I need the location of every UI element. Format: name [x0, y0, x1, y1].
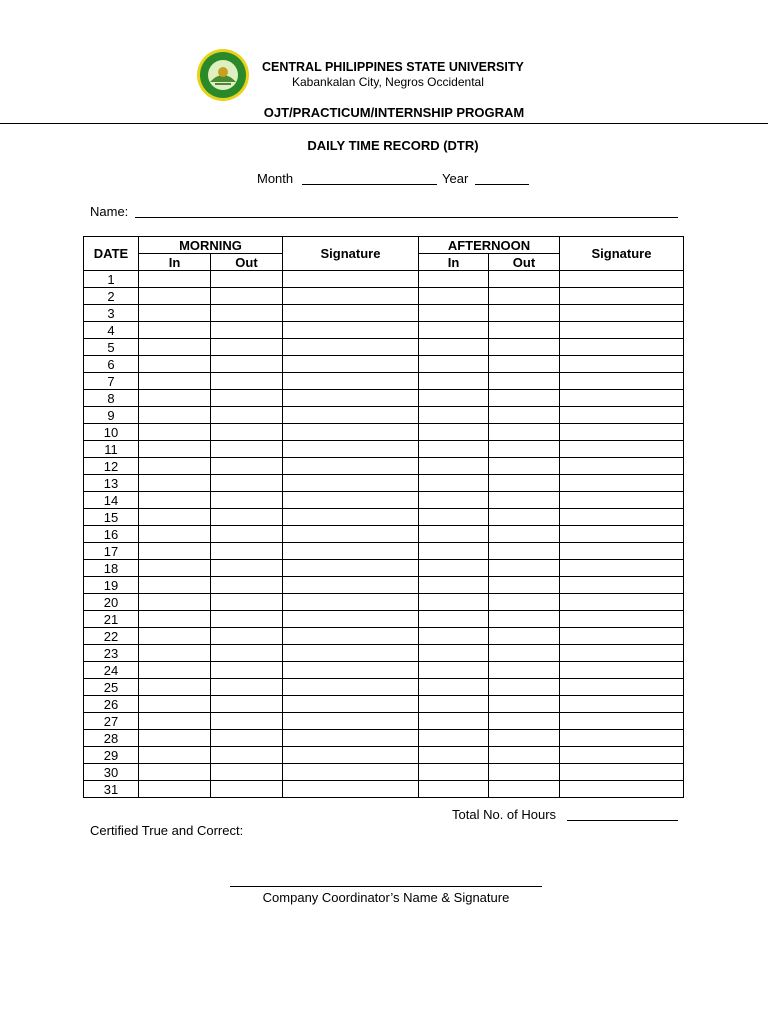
- table-row: [84, 747, 684, 764]
- afternoon-out-cell[interactable]: [489, 781, 560, 798]
- date-cell: 18: [84, 560, 139, 577]
- afternoon-signature-cell[interactable]: [560, 679, 684, 696]
- afternoon-out-cell[interactable]: [489, 611, 560, 628]
- afternoon-in-cell[interactable]: [419, 424, 489, 441]
- afternoon-signature-cell[interactable]: [560, 696, 684, 713]
- morning-out-cell[interactable]: [211, 390, 283, 407]
- table-row: [84, 713, 684, 730]
- afternoon-out-cell[interactable]: [489, 407, 560, 424]
- table-row: [84, 594, 684, 611]
- morning-signature-cell[interactable]: [283, 645, 419, 662]
- date-cell: 21: [84, 611, 139, 628]
- afternoon-in-cell[interactable]: [419, 696, 489, 713]
- afternoon-signature-cell[interactable]: [560, 475, 684, 492]
- morning-out-cell[interactable]: [211, 713, 283, 730]
- afternoon-in-cell[interactable]: [419, 305, 489, 322]
- morning-in-cell[interactable]: [139, 322, 211, 339]
- afternoon-in-cell[interactable]: [419, 577, 489, 594]
- afternoon-signature-cell[interactable]: [560, 594, 684, 611]
- table-row: [84, 543, 684, 560]
- month-label: Month: [257, 171, 294, 186]
- morning-signature-cell[interactable]: [283, 288, 419, 305]
- morning-in-cell[interactable]: [139, 475, 211, 492]
- table-row: [84, 492, 684, 509]
- morning-out-cell[interactable]: [211, 645, 283, 662]
- morning-signature-cell[interactable]: [283, 764, 419, 781]
- morning-out-cell[interactable]: [211, 509, 283, 526]
- dtr-table: [83, 236, 684, 798]
- year-label: Year: [442, 171, 469, 186]
- date-cell: 15: [84, 509, 139, 526]
- date-cell: 6: [84, 356, 139, 373]
- morning-in-cell[interactable]: [139, 713, 211, 730]
- afternoon-out-cell[interactable]: [489, 509, 560, 526]
- table-row: [84, 764, 684, 781]
- morning-signature-cell[interactable]: [283, 611, 419, 628]
- date-cell: 27: [84, 713, 139, 730]
- date-cell: 25: [84, 679, 139, 696]
- date-cell: 13: [84, 475, 139, 492]
- morning-in-cell[interactable]: [139, 339, 211, 356]
- date-cell: 2: [84, 288, 139, 305]
- afternoon-out-cell[interactable]: [489, 730, 560, 747]
- afternoon-out-cell[interactable]: [489, 390, 560, 407]
- afternoon-signature-cell[interactable]: [560, 747, 684, 764]
- morning-out-cell[interactable]: [211, 424, 283, 441]
- table-row: [84, 577, 684, 594]
- form-title: DAILY TIME RECORD (DTR): [307, 138, 479, 153]
- coordinator-label: Company Coordinator’s Name & Signature: [262, 890, 510, 905]
- afternoon-out-cell[interactable]: [489, 628, 560, 645]
- afternoon-out-cell[interactable]: [489, 577, 560, 594]
- morning-out-cell[interactable]: [211, 288, 283, 305]
- morning-in-cell[interactable]: [139, 662, 211, 679]
- morning-signature-cell[interactable]: [283, 713, 419, 730]
- afternoon-out-cell[interactable]: [489, 543, 560, 560]
- morning-in-cell[interactable]: [139, 560, 211, 577]
- morning-in-cell[interactable]: [139, 288, 211, 305]
- date-cell: 30: [84, 764, 139, 781]
- afternoon-in-cell[interactable]: [419, 662, 489, 679]
- table-row: [84, 611, 684, 628]
- afternoon-in-cell[interactable]: [419, 458, 489, 475]
- morning-signature-cell[interactable]: [283, 356, 419, 373]
- certified-label: Certified True and Correct:: [90, 823, 244, 838]
- afternoon-out-cell[interactable]: [489, 356, 560, 373]
- afternoon-in-cell[interactable]: [419, 492, 489, 509]
- morning-header: MORNING: [139, 237, 283, 254]
- date-cell: 7: [84, 373, 139, 390]
- afternoon-signature-cell[interactable]: [560, 407, 684, 424]
- afternoon-signature-cell[interactable]: [560, 373, 684, 390]
- afternoon-in-cell[interactable]: [419, 509, 489, 526]
- date-cell: 1: [84, 271, 139, 288]
- date-header: DATE: [84, 237, 139, 271]
- morning-out-cell[interactable]: [211, 696, 283, 713]
- morning-signature-cell[interactable]: [283, 577, 419, 594]
- afternoon-out-cell[interactable]: [489, 373, 560, 390]
- morning-signature-cell[interactable]: [283, 662, 419, 679]
- morning-out-cell[interactable]: [211, 526, 283, 543]
- table-row: [84, 526, 684, 543]
- afternoon-signature-cell[interactable]: [560, 560, 684, 577]
- afternoon-out-cell[interactable]: [489, 305, 560, 322]
- afternoon-in-cell[interactable]: [419, 645, 489, 662]
- afternoon-signature-cell[interactable]: [560, 492, 684, 509]
- afternoon-signature-header: Signature: [560, 237, 684, 271]
- morning-out-cell[interactable]: [211, 373, 283, 390]
- morning-signature-cell[interactable]: [283, 747, 419, 764]
- morning-signature-cell[interactable]: [283, 696, 419, 713]
- morning-signature-cell[interactable]: [283, 509, 419, 526]
- afternoon-out-cell[interactable]: [489, 713, 560, 730]
- morning-out-cell[interactable]: [211, 764, 283, 781]
- morning-in-cell[interactable]: [139, 781, 211, 798]
- afternoon-signature-cell[interactable]: [560, 611, 684, 628]
- afternoon-signature-cell[interactable]: [560, 764, 684, 781]
- date-cell: 9: [84, 407, 139, 424]
- morning-out-header: Out: [211, 254, 283, 271]
- morning-in-cell[interactable]: [139, 509, 211, 526]
- table-row: [84, 628, 684, 645]
- afternoon-in-cell[interactable]: [419, 407, 489, 424]
- date-cell: 23: [84, 645, 139, 662]
- table-row: [84, 560, 684, 577]
- date-cell: 26: [84, 696, 139, 713]
- morning-out-cell[interactable]: [211, 475, 283, 492]
- morning-out-cell[interactable]: [211, 679, 283, 696]
- afternoon-in-cell[interactable]: [419, 526, 489, 543]
- university-location: Kabankalan City, Negros Occidental: [292, 75, 484, 89]
- morning-in-cell[interactable]: [139, 492, 211, 509]
- afternoon-in-cell[interactable]: [419, 679, 489, 696]
- table-row: [84, 679, 684, 696]
- afternoon-signature-cell[interactable]: [560, 424, 684, 441]
- table-row: [84, 407, 684, 424]
- table-row: [84, 339, 684, 356]
- date-cell: 19: [84, 577, 139, 594]
- date-cell: 5: [84, 339, 139, 356]
- table-row: [84, 662, 684, 679]
- name-label: Name:: [90, 204, 129, 219]
- date-cell: 29: [84, 747, 139, 764]
- table-row: [84, 730, 684, 747]
- morning-in-cell[interactable]: [139, 577, 211, 594]
- morning-signature-cell[interactable]: [283, 424, 419, 441]
- afternoon-in-cell[interactable]: [419, 560, 489, 577]
- name-field[interactable]: [135, 217, 678, 218]
- afternoon-out-cell[interactable]: [489, 458, 560, 475]
- afternoon-out-cell[interactable]: [489, 322, 560, 339]
- afternoon-signature-cell[interactable]: [560, 781, 684, 798]
- morning-in-cell[interactable]: [139, 526, 211, 543]
- morning-out-cell[interactable]: [211, 730, 283, 747]
- date-cell: 12: [84, 458, 139, 475]
- morning-out-cell[interactable]: [211, 322, 283, 339]
- morning-signature-cell[interactable]: [283, 390, 419, 407]
- afternoon-signature-cell[interactable]: [560, 509, 684, 526]
- afternoon-in-cell[interactable]: [419, 288, 489, 305]
- morning-signature-cell[interactable]: [283, 373, 419, 390]
- morning-in-cell[interactable]: [139, 305, 211, 322]
- morning-in-cell[interactable]: [139, 679, 211, 696]
- afternoon-out-cell[interactable]: [489, 526, 560, 543]
- afternoon-in-cell[interactable]: [419, 628, 489, 645]
- table-row: [84, 441, 684, 458]
- afternoon-signature-cell[interactable]: [560, 305, 684, 322]
- afternoon-signature-cell[interactable]: [560, 288, 684, 305]
- afternoon-in-cell[interactable]: [419, 781, 489, 798]
- morning-out-cell[interactable]: [211, 339, 283, 356]
- morning-signature-cell[interactable]: [283, 407, 419, 424]
- table-row: [84, 271, 684, 288]
- morning-signature-cell[interactable]: [283, 441, 419, 458]
- afternoon-out-cell[interactable]: [489, 662, 560, 679]
- morning-in-cell[interactable]: [139, 543, 211, 560]
- date-cell: 4: [84, 322, 139, 339]
- afternoon-signature-cell[interactable]: [560, 645, 684, 662]
- afternoon-out-cell[interactable]: [489, 271, 560, 288]
- morning-in-cell[interactable]: [139, 407, 211, 424]
- total-hours-field[interactable]: [567, 820, 678, 821]
- morning-signature-cell[interactable]: [283, 781, 419, 798]
- morning-signature-cell[interactable]: [283, 628, 419, 645]
- morning-out-cell[interactable]: [211, 356, 283, 373]
- morning-signature-cell[interactable]: [283, 322, 419, 339]
- morning-in-cell[interactable]: [139, 645, 211, 662]
- table-row: [84, 390, 684, 407]
- year-field[interactable]: [475, 184, 529, 185]
- morning-signature-cell[interactable]: [283, 475, 419, 492]
- afternoon-signature-cell[interactable]: [560, 577, 684, 594]
- afternoon-in-cell[interactable]: [419, 747, 489, 764]
- morning-in-cell[interactable]: [139, 696, 211, 713]
- morning-out-cell[interactable]: [211, 543, 283, 560]
- afternoon-in-cell[interactable]: [419, 356, 489, 373]
- table-row: [84, 781, 684, 798]
- afternoon-in-cell[interactable]: [419, 713, 489, 730]
- afternoon-in-cell[interactable]: [419, 322, 489, 339]
- table-row: [84, 373, 684, 390]
- table-row: [84, 356, 684, 373]
- afternoon-out-cell[interactable]: [489, 764, 560, 781]
- afternoon-in-header: In: [419, 254, 489, 271]
- morning-out-cell[interactable]: [211, 271, 283, 288]
- afternoon-signature-cell[interactable]: [560, 730, 684, 747]
- morning-signature-cell[interactable]: [283, 679, 419, 696]
- morning-out-cell[interactable]: [211, 628, 283, 645]
- afternoon-signature-cell[interactable]: [560, 339, 684, 356]
- date-cell: 16: [84, 526, 139, 543]
- date-cell: 17: [84, 543, 139, 560]
- morning-signature-cell[interactable]: [283, 271, 419, 288]
- dtr-table-body: [84, 271, 684, 798]
- afternoon-out-cell[interactable]: [489, 679, 560, 696]
- date-cell: 10: [84, 424, 139, 441]
- afternoon-out-cell[interactable]: [489, 424, 560, 441]
- afternoon-out-cell[interactable]: [489, 339, 560, 356]
- afternoon-in-cell[interactable]: [419, 764, 489, 781]
- table-row: [84, 475, 684, 492]
- morning-signature-cell[interactable]: [283, 543, 419, 560]
- afternoon-out-cell[interactable]: [489, 560, 560, 577]
- morning-out-cell[interactable]: [211, 611, 283, 628]
- afternoon-signature-cell[interactable]: [560, 526, 684, 543]
- morning-in-cell[interactable]: [139, 390, 211, 407]
- morning-out-cell[interactable]: [211, 492, 283, 509]
- afternoon-signature-cell[interactable]: [560, 628, 684, 645]
- morning-signature-header: Signature: [283, 237, 419, 271]
- morning-in-header: In: [139, 254, 211, 271]
- afternoon-in-cell[interactable]: [419, 475, 489, 492]
- afternoon-out-cell[interactable]: [489, 492, 560, 509]
- morning-in-cell[interactable]: [139, 356, 211, 373]
- morning-in-cell[interactable]: [139, 628, 211, 645]
- morning-out-cell[interactable]: [211, 305, 283, 322]
- afternoon-signature-cell[interactable]: [560, 390, 684, 407]
- table-row: [84, 509, 684, 526]
- morning-signature-cell[interactable]: [283, 458, 419, 475]
- morning-out-cell[interactable]: [211, 458, 283, 475]
- afternoon-in-cell[interactable]: [419, 441, 489, 458]
- morning-in-cell[interactable]: [139, 730, 211, 747]
- table-row: [84, 322, 684, 339]
- morning-out-cell[interactable]: [211, 747, 283, 764]
- morning-out-cell[interactable]: [211, 441, 283, 458]
- university-seal-icon: [196, 48, 250, 102]
- morning-out-cell[interactable]: [211, 577, 283, 594]
- morning-in-cell[interactable]: [139, 458, 211, 475]
- date-cell: 22: [84, 628, 139, 645]
- date-cell: 24: [84, 662, 139, 679]
- date-cell: 28: [84, 730, 139, 747]
- afternoon-signature-cell[interactable]: [560, 271, 684, 288]
- afternoon-out-cell[interactable]: [489, 288, 560, 305]
- morning-in-cell[interactable]: [139, 441, 211, 458]
- afternoon-in-cell[interactable]: [419, 611, 489, 628]
- table-row: [84, 424, 684, 441]
- afternoon-signature-cell[interactable]: [560, 662, 684, 679]
- morning-signature-cell[interactable]: [283, 560, 419, 577]
- afternoon-signature-cell[interactable]: [560, 713, 684, 730]
- afternoon-in-cell[interactable]: [419, 730, 489, 747]
- table-row: [84, 645, 684, 662]
- header-divider: [0, 123, 768, 124]
- morning-signature-cell[interactable]: [283, 305, 419, 322]
- morning-out-cell[interactable]: [211, 662, 283, 679]
- morning-signature-cell[interactable]: [283, 594, 419, 611]
- afternoon-signature-cell[interactable]: [560, 458, 684, 475]
- date-cell: 11: [84, 441, 139, 458]
- morning-signature-cell[interactable]: [283, 339, 419, 356]
- date-cell: 14: [84, 492, 139, 509]
- date-cell: 8: [84, 390, 139, 407]
- afternoon-signature-cell[interactable]: [560, 543, 684, 560]
- morning-in-cell[interactable]: [139, 764, 211, 781]
- morning-in-cell[interactable]: [139, 424, 211, 441]
- total-hours-label: Total No. of Hours: [452, 807, 557, 822]
- date-cell: 20: [84, 594, 139, 611]
- afternoon-in-cell[interactable]: [419, 373, 489, 390]
- table-row: [84, 288, 684, 305]
- morning-out-cell[interactable]: [211, 407, 283, 424]
- morning-in-cell[interactable]: [139, 611, 211, 628]
- morning-in-cell[interactable]: [139, 271, 211, 288]
- date-cell: 3: [84, 305, 139, 322]
- morning-signature-cell[interactable]: [283, 492, 419, 509]
- afternoon-out-cell[interactable]: [489, 441, 560, 458]
- afternoon-in-cell[interactable]: [419, 594, 489, 611]
- afternoon-in-cell[interactable]: [419, 543, 489, 560]
- date-cell: 31: [84, 781, 139, 798]
- table-row: [84, 696, 684, 713]
- afternoon-signature-cell[interactable]: [560, 356, 684, 373]
- afternoon-out-cell[interactable]: [489, 696, 560, 713]
- afternoon-in-cell[interactable]: [419, 339, 489, 356]
- afternoon-out-cell[interactable]: [489, 747, 560, 764]
- afternoon-in-cell[interactable]: [419, 390, 489, 407]
- morning-out-cell[interactable]: [211, 560, 283, 577]
- university-name: CENTRAL PHILIPPINES STATE UNIVERSITY: [262, 60, 524, 74]
- afternoon-signature-cell[interactable]: [560, 441, 684, 458]
- afternoon-in-cell[interactable]: [419, 271, 489, 288]
- morning-in-cell[interactable]: [139, 594, 211, 611]
- morning-in-cell[interactable]: [139, 747, 211, 764]
- afternoon-signature-cell[interactable]: [560, 322, 684, 339]
- afternoon-out-header: Out: [489, 254, 560, 271]
- afternoon-out-cell[interactable]: [489, 594, 560, 611]
- morning-out-cell[interactable]: [211, 594, 283, 611]
- afternoon-header: AFTERNOON: [419, 237, 560, 254]
- month-field[interactable]: [302, 184, 437, 185]
- afternoon-out-cell[interactable]: [489, 645, 560, 662]
- morning-out-cell[interactable]: [211, 781, 283, 798]
- table-row: [84, 305, 684, 322]
- coordinator-signature-line[interactable]: [230, 886, 542, 887]
- program-title: OJT/PRACTICUM/INTERNSHIP PROGRAM: [263, 105, 525, 120]
- morning-in-cell[interactable]: [139, 373, 211, 390]
- morning-signature-cell[interactable]: [283, 526, 419, 543]
- afternoon-out-cell[interactable]: [489, 475, 560, 492]
- morning-signature-cell[interactable]: [283, 730, 419, 747]
- table-row: [84, 458, 684, 475]
